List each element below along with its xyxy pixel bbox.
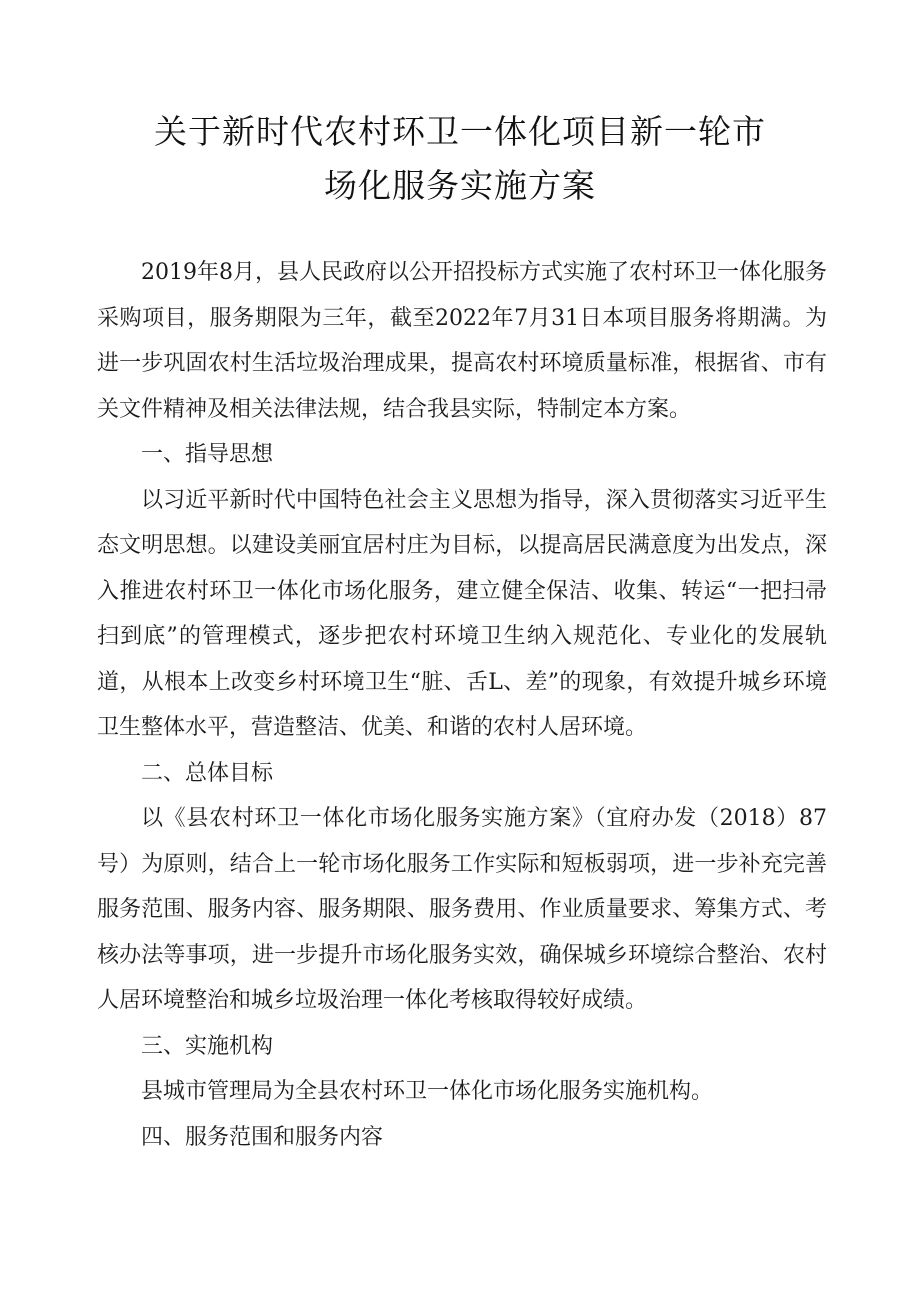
title-line-1: 关于新时代农村环卫一体化项目新一轮市 <box>154 112 766 151</box>
title-line-2: 场化服务实施方案 <box>324 166 596 205</box>
document-body <box>97 250 827 1160</box>
section-body-3: 县城市管理局为全县农村环卫一体化市场化服务实施机构。 <box>141 1079 714 1104</box>
section-heading-3: 三、实施机构 <box>141 1033 274 1059</box>
section-body-1: 以习近平新时代中国特色社会主义思想为指导，深入贯彻落实习近平生态文明思想。以建设美丽宜居村庄为目标，以提高居民满意度为出发点，深入推进农村环卫一体化市场化服务，建立健全保洁、收集、转运“一把扫帚扫到底”的管理模式，逐步把农村环境卫生纳入规范化、专业化的发展轨道，从根本上改变乡村环境卫生“脏、舌L、差”的现象，有效提升城乡环境卫生整体水平，营造整洁、优美、和谐的农村人居环境。 <box>97 487 827 740</box>
section-body-2: 以《县农村环卫一体化市场化服务实施方案》（宜府办发（2018）87号）为原则，结合上一轮市场化服务工作实际和短板弱项，进一步补充完善服务范围、服务内容、服务期限、服务费用、作业质量要求、筹集方式、考核办法等事项，进一步提升市场化服务实效，确保城乡环境综合整治、农村人居环境整治和城乡垃圾治理一体化考核取得较好成绩。 <box>97 806 827 1013</box>
intro-paragraph: 2019年8月，县人民政府以公开招投标方式实施了农村环卫一体化服务采购项目，服务期限为三年，截至2022年7月31日本项目服务将期满。为进一步巩固农村生活垃圾治理成果，提高农村环境质量标准，根据省、市有关文件精神及相关法律法规，结合我县实际，特制定本方案。 <box>97 260 827 422</box>
document-title <box>0 105 920 213</box>
section-heading-1: 一、指导思想 <box>141 442 274 467</box>
section-heading-2: 二、总体目标 <box>141 760 274 786</box>
section-heading-4: 四、服务范围和服务内容 <box>141 1124 384 1150</box>
